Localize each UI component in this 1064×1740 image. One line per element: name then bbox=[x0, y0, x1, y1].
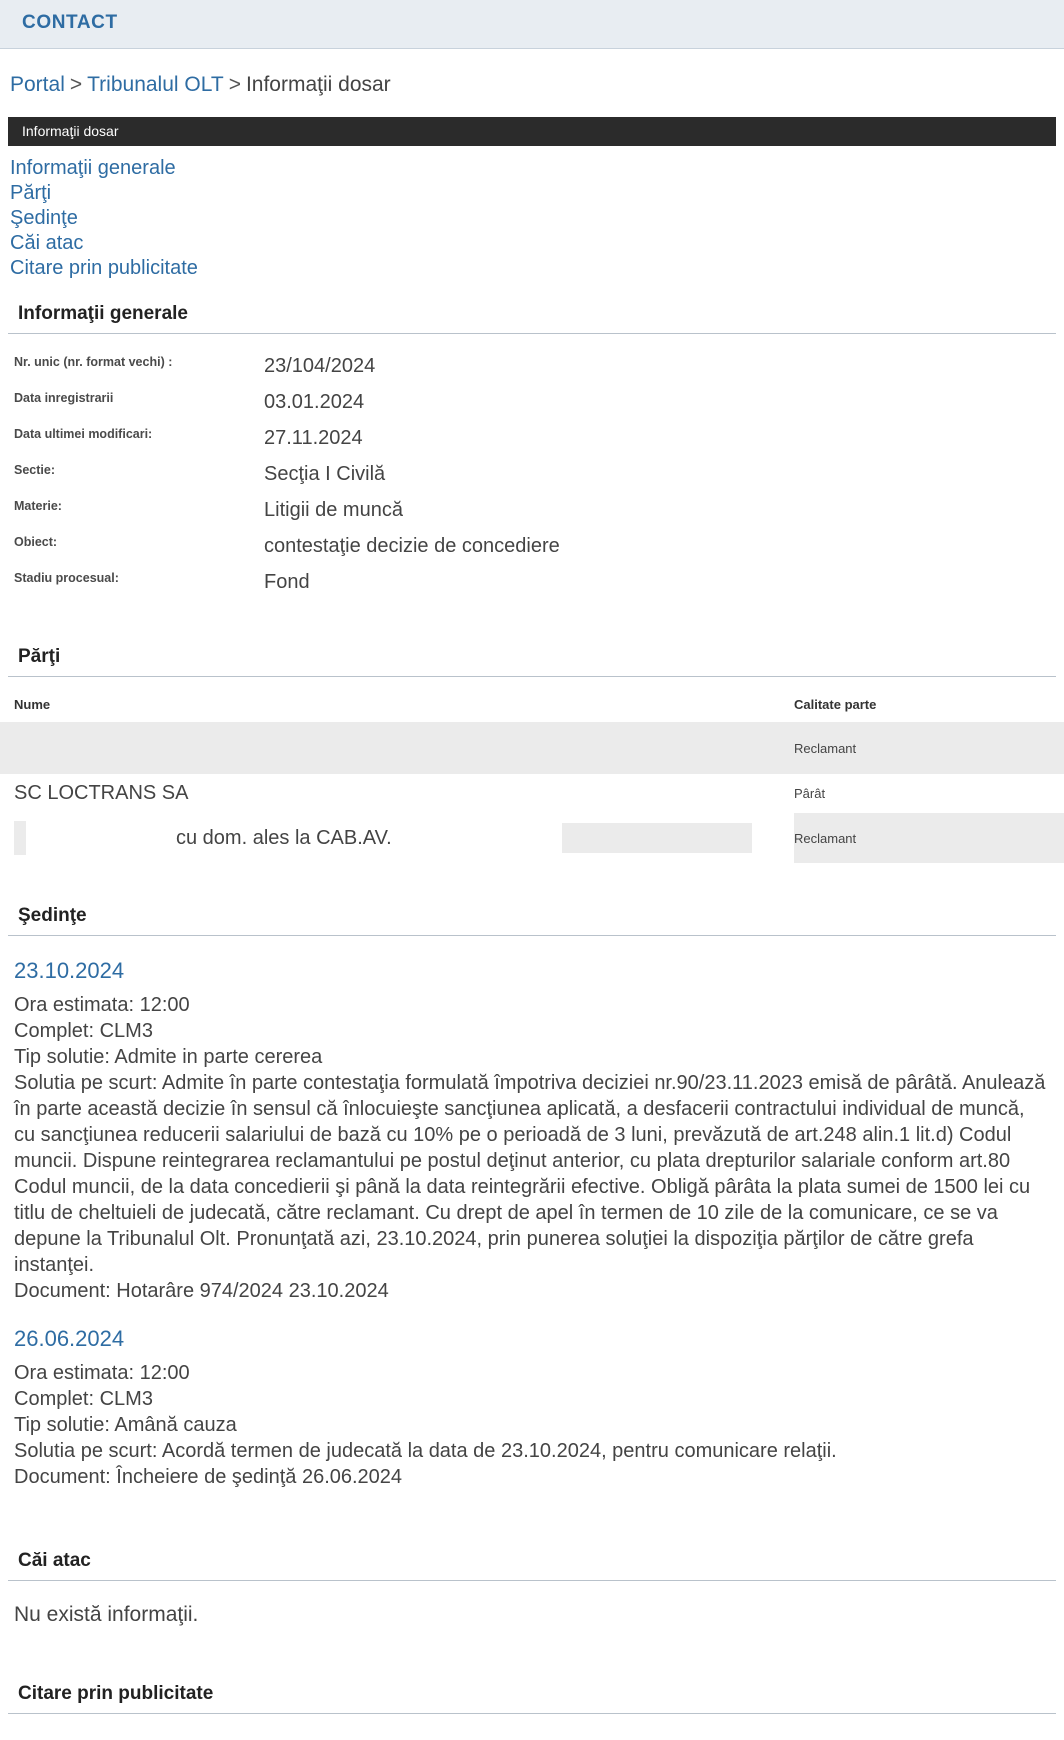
table-header-row bbox=[0, 691, 1064, 722]
anchor-link-informatii-generale[interactable]: Informaţii generale bbox=[10, 157, 176, 179]
party-quality-2: Pârât bbox=[794, 774, 1064, 813]
contact-bar bbox=[0, 0, 1064, 49]
label-stadiu-procesual: Stadiu procesual: bbox=[14, 571, 119, 585]
table-row bbox=[0, 496, 1064, 532]
contact-link[interactable]: CONTACT bbox=[22, 12, 118, 33]
table-row bbox=[0, 774, 1064, 813]
hearing-time: Ora estimata: 12:00 bbox=[14, 994, 190, 1016]
party-name-2: SC LOCTRANS SA bbox=[14, 782, 189, 804]
label-data-ultimei-modificari: Data ultimei modificari: bbox=[14, 427, 153, 441]
appeals-empty-text: Nu există informaţii. bbox=[14, 1603, 199, 1626]
hearing-document: Document: Încheiere de şedinţă 26.06.2024 bbox=[14, 1466, 403, 1488]
value-data-inregistrarii: 03.01.2024 bbox=[264, 391, 365, 413]
breadcrumb bbox=[0, 49, 1064, 117]
section-title-hearings: Şedinţe bbox=[8, 889, 1056, 936]
table-row bbox=[0, 352, 1064, 388]
label-obiect: Obiect: bbox=[14, 535, 58, 549]
parties-table bbox=[0, 691, 1064, 863]
section-title-publicity: Citare prin publicitate bbox=[8, 1667, 1056, 1714]
redaction-block bbox=[562, 823, 752, 853]
table-row bbox=[0, 388, 1064, 424]
hearing-panel: Complet: CLM3 bbox=[14, 1020, 153, 1042]
table-row bbox=[0, 460, 1064, 496]
redaction-block bbox=[14, 821, 26, 855]
anchor-link-sedinte[interactable]: Şedinţe bbox=[10, 207, 78, 229]
general-info-table bbox=[0, 352, 1064, 604]
table-row bbox=[0, 568, 1064, 604]
hearing-entry bbox=[0, 1304, 1064, 1490]
party-quality-3: Reclamant bbox=[794, 813, 1064, 863]
party-quality-1: Reclamant bbox=[794, 722, 1064, 774]
value-nr-unic: 23/104/2024 bbox=[264, 355, 376, 377]
section-title-appeals: Căi atac bbox=[8, 1534, 1056, 1581]
breadcrumb-item-portal[interactable]: Portal bbox=[10, 73, 65, 96]
value-stadiu-procesual: Fond bbox=[264, 571, 310, 593]
hearing-date: 23.10.2024 bbox=[14, 958, 125, 983]
hearing-document: Document: Hotarâre 974/2024 23.10.2024 bbox=[14, 1280, 389, 1302]
column-header-name: Nume bbox=[14, 697, 51, 712]
label-sectie: Sectie: bbox=[14, 463, 55, 477]
table-row bbox=[0, 813, 1064, 863]
table-row bbox=[0, 532, 1064, 568]
anchor-link-cai-atac[interactable]: Căi atac bbox=[10, 232, 84, 254]
breadcrumb-item-current: Informaţii dosar bbox=[245, 73, 391, 96]
breadcrumb-item-tribunal[interactable]: Tribunalul OLT bbox=[87, 73, 224, 96]
column-header-quality: Calitate parte bbox=[794, 697, 877, 712]
value-data-ultimei-modificari: 27.11.2024 bbox=[264, 427, 363, 449]
anchor-nav bbox=[0, 146, 1064, 287]
section-title-general: Informaţii generale bbox=[8, 287, 1056, 334]
party-name-3 bbox=[0, 813, 794, 863]
value-obiect: contestaţie decizie de concediere bbox=[264, 535, 560, 557]
hearing-panel: Complet: CLM3 bbox=[14, 1388, 153, 1410]
breadcrumb-separator-1: > bbox=[69, 73, 83, 96]
hearing-time: Ora estimata: 12:00 bbox=[14, 1362, 190, 1384]
label-materie: Materie: bbox=[14, 499, 62, 513]
value-sectie: Secţia I Civilă bbox=[264, 463, 386, 485]
hearing-solution-type: Tip solutie: Amână cauza bbox=[14, 1414, 237, 1436]
hearing-entry bbox=[0, 936, 1064, 1304]
table-row bbox=[0, 722, 1064, 774]
hearing-solution-summary: Solutia pe scurt: Admite în parte contestaţia formulată împotriva deciziei nr.90/23.11.2023 emisă de pârâtă. Anulează în parte această decizie în sensul că înlocuieşte sancţiunea aplicată, a desfacerii contractului individual de muncă, cu sancţiunea reducerii salariului de bază cu 10% pe o perioadă de 3 luni, prevăzută de art.248 alin.1 lit.d) Codul muncii. Dispune reintegrarea reclamantului pe postul deţinut anterior, cu plata drepturilor salariale conform art.80 Codul muncii, de la data concedierii şi până la data reintegrării efective. Obligă pârâta la plata sumei de 1500 lei cu titlu de cheltuieli de judecată, către reclamant. Cu drept de apel în termen de 10 zile de la comunicare, ce se va depune la Tribunalul Olt. Pronunţată azi, 23.10.2024, prin punerea soluţiei la dispoziţia părţilor de către grefa instanţei. bbox=[14, 1072, 1046, 1276]
hearing-solution-summary: Solutia pe scurt: Acordă termen de judecată la data de 23.10.2024, pentru comunicare relaţii. bbox=[14, 1440, 837, 1462]
label-nr-unic: Nr. unic (nr. format vechi) : bbox=[14, 355, 173, 369]
anchor-link-parti[interactable]: Părţi bbox=[10, 182, 52, 204]
page-title-strip: Informaţii dosar bbox=[8, 117, 1056, 146]
label-data-inregistrarii: Data inregistrarii bbox=[14, 391, 114, 405]
value-materie: Litigii de muncă bbox=[264, 499, 403, 521]
hearing-date: 26.06.2024 bbox=[14, 1326, 125, 1351]
bottom-spacer bbox=[0, 1714, 1064, 1740]
party-name-3-text: cu dom. ales la CAB.AV. bbox=[176, 826, 392, 849]
redaction-block bbox=[224, 730, 449, 760]
table-row bbox=[0, 424, 1064, 460]
hearing-solution-type: Tip solutie: Admite in parte cererea bbox=[14, 1046, 323, 1068]
breadcrumb-separator-2: > bbox=[228, 73, 241, 96]
anchor-link-citare-prin-publicitate[interactable]: Citare prin publicitate bbox=[10, 257, 198, 279]
party-name-redacted-1 bbox=[0, 722, 794, 774]
section-title-parties: Părţi bbox=[8, 630, 1056, 677]
